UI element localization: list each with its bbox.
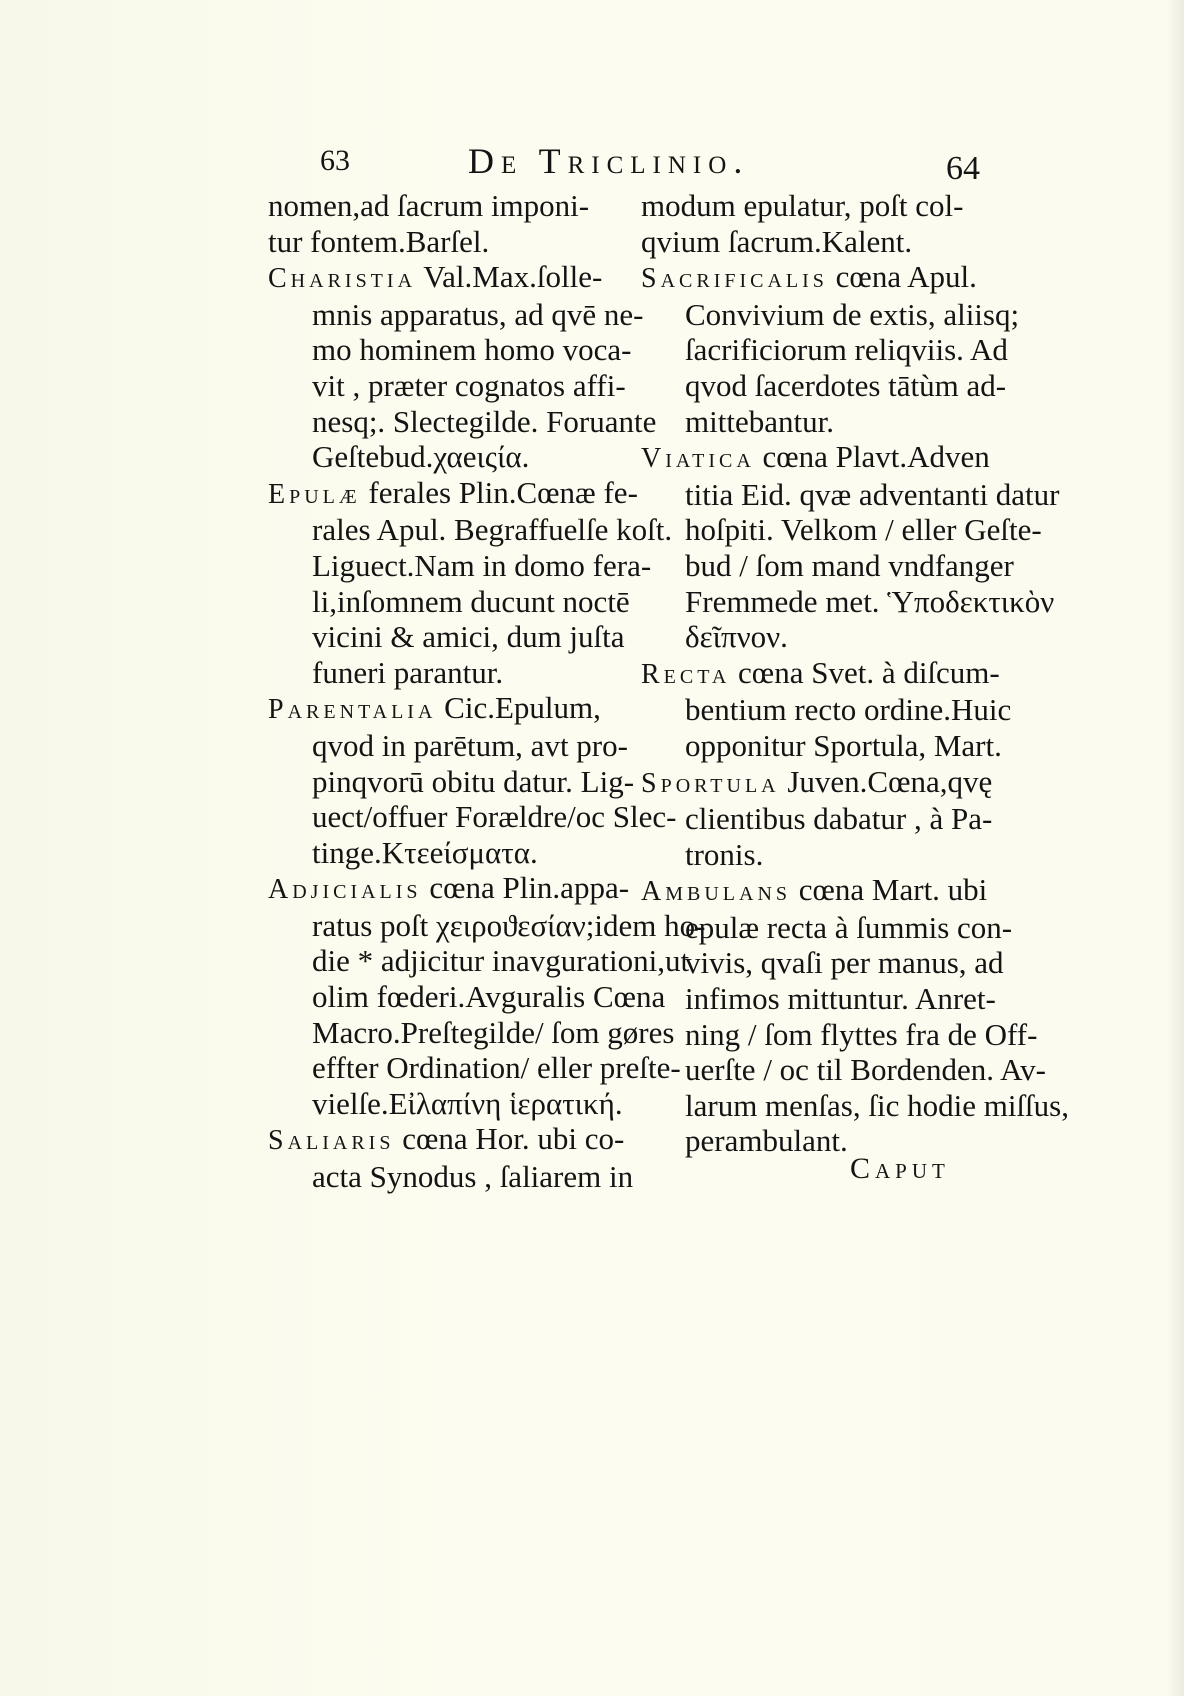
- text-line: [268, 690, 622, 728]
- entry-text: cœna Hor. ubi co-: [394, 1121, 625, 1157]
- text-line: qvium ſacrum.Kalent.: [641, 223, 913, 259]
- text-line: qvod in parētum, avt pro-: [312, 727, 628, 763]
- text-line: [268, 259, 622, 297]
- entry-headword: Epulæ: [268, 478, 361, 510]
- text-line: die * adjicitur inavgurationi,ut: [312, 943, 690, 979]
- text-line: hoſpiti. Velkom / eller Geſte-: [685, 512, 1042, 548]
- text-line: ſacrificiorum reliqviis. Ad: [685, 332, 1008, 368]
- entry-headword: Parentalia: [268, 694, 437, 726]
- entry-text: cœna Plin.appa-: [421, 870, 630, 906]
- text-line: ning / ſom flyttes fra de Off-: [685, 1016, 1038, 1052]
- text-line: tronis.: [685, 836, 764, 872]
- text-line: effter Ordination/ eller preſte-: [312, 1050, 681, 1086]
- entry-headword: Viatica: [641, 443, 755, 475]
- text-line: clientibus dabatur , à Pa-: [685, 801, 993, 837]
- dictionary-entry: [268, 690, 677, 870]
- text-line: opponitur Sportula, Mart.: [685, 727, 1002, 763]
- text-line: pinqvorū obitu datur. Lig-: [312, 763, 635, 799]
- dictionary-entry: [268, 259, 657, 475]
- text-line: ratus poſt χειροϑεσίαν;idem ho-: [312, 907, 706, 943]
- text-line: Convivium de extis, aliisq;: [685, 296, 1020, 332]
- text-line: rales Apul. Begraffuelſe koſt.: [312, 512, 673, 548]
- entry-text: ferales Plin.Cœnæ fe-: [360, 474, 638, 510]
- text-line: tinge.Κτεeίσματα.: [312, 834, 538, 870]
- dictionary-entry: [641, 654, 1012, 764]
- text-line: Macro.Preſtegilde/ ſom gøres: [312, 1014, 675, 1050]
- text-line: mittebantur.: [685, 403, 834, 439]
- dictionary-entry: [268, 474, 673, 691]
- text-line: uect/offuer Forældre/oc Slec-: [312, 799, 677, 835]
- text-line: vit , præter cognatos affi-: [312, 367, 626, 403]
- right-column: [641, 188, 1069, 1159]
- entry-text: Cic.Epulum,: [436, 690, 601, 726]
- text-line: Geſtebud.χαeιςία.: [312, 439, 530, 475]
- catchword: Caput: [850, 1152, 950, 1185]
- dictionary-entry: [641, 439, 1060, 655]
- folio-left: 63: [320, 144, 350, 177]
- dictionary-entry: [641, 188, 981, 259]
- text-line: vivis, qvaſi per manus, ad: [685, 945, 1004, 981]
- text-line: [268, 1121, 625, 1159]
- page-edge-shadow: [1166, 0, 1184, 1696]
- text-line: larum menſas, ſic hodie miſſus,: [685, 1087, 1069, 1123]
- text-line: [641, 872, 988, 910]
- dictionary-entry: [268, 188, 622, 259]
- entry-headword: Sacrificalis: [641, 263, 828, 295]
- text-line: nesq;. Slectegilde. Foruante: [312, 403, 657, 439]
- entry-headword: Ambulans: [641, 876, 792, 908]
- entry-headword: Saliaris: [268, 1125, 395, 1157]
- text-line: funeri parantur.: [312, 654, 504, 690]
- text-line: bud / ſom mand vndfanger: [685, 547, 1014, 583]
- dictionary-entry: [641, 763, 993, 873]
- entry-headword: Recta: [641, 658, 731, 690]
- text-line: vicini & amici, dum juſta: [312, 619, 625, 655]
- text-line: tur fontem.Barſel.: [268, 223, 490, 259]
- entry-text: cœna Mart. ubi: [791, 872, 988, 908]
- dictionary-entry: [641, 872, 1069, 1159]
- text-line: [268, 474, 638, 513]
- entry-text: Juven.Cœna,qvę: [779, 763, 993, 799]
- text-line: olim fœderi.Avguralis Cœna: [312, 979, 666, 1015]
- text-line: [641, 439, 990, 477]
- running-title: De Triclinio.: [468, 141, 750, 181]
- text-line: li,inſomnem ducunt noctē: [312, 583, 630, 619]
- page-header: [320, 140, 980, 190]
- text-line: δεῖπνον.: [685, 619, 788, 655]
- dictionary-entry: [268, 1121, 634, 1195]
- text-line: uerſte / oc til Bordenden. Av-: [685, 1052, 1046, 1088]
- text-line: vielſe.Εἰλαπίνη ἱερατική.: [312, 1085, 623, 1121]
- entry-text: cœna Svet. à diſcum-: [730, 654, 1000, 690]
- text-line: nomen,ad ſacrum imponi-: [268, 188, 590, 223]
- entry-headword: Charistia: [268, 263, 417, 295]
- entry-text: Val.Max.ſolle-: [416, 259, 603, 295]
- text-line: bentium recto ordine.Huic: [685, 692, 1012, 728]
- text-line: titia Eid. qvæ adventanti datur: [685, 476, 1060, 512]
- entry-headword: Adjicialis: [268, 874, 422, 906]
- folio-right: 64: [946, 150, 980, 187]
- text-line: [268, 870, 630, 908]
- entry-text: cœna Plavt.Adven: [754, 439, 990, 475]
- text-line: [641, 763, 993, 802]
- dictionary-entry: [268, 870, 706, 1121]
- text-line: perambulant.: [685, 1123, 848, 1159]
- text-line: mo hominem homo voca-: [312, 332, 632, 368]
- text-line: epulæ recta à ſummis con-: [685, 909, 1013, 945]
- text-line: acta Synodus , ſaliarem in: [312, 1159, 634, 1195]
- dictionary-entry: [641, 259, 1020, 439]
- entry-text: cœna Apul.: [827, 259, 977, 295]
- text-line: infimos mittuntur. Anret-: [685, 981, 996, 1017]
- text-line: Fremmede met. Ὑποδεκτικὸν: [685, 583, 1055, 619]
- text-line: qvod ſacerdotes tātùm ad-: [685, 367, 1007, 403]
- text-line: [641, 259, 981, 297]
- text-line: Liguect.Nam in domo fera-: [312, 547, 652, 583]
- entry-headword: Sportula: [641, 767, 780, 799]
- text-line: modum epulatur, poſt col-: [641, 188, 964, 223]
- text-line: [641, 654, 1000, 693]
- text-line: mnis apparatus, ad qvē ne-: [312, 296, 644, 332]
